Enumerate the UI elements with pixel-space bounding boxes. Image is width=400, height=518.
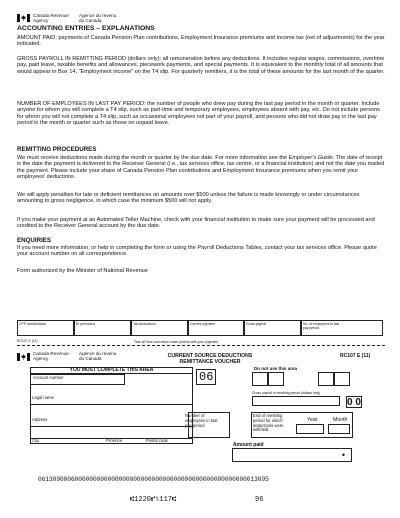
remitting-paragraph-1: We must receive deductions made during the month or quarter by the due date. For more information see the Employer's Guide. The date of receipt is the date the payment is delivered to the Receiver General (i.e., tax services office, tax centre, or a financial institution) and not the date you mailed the payment. Please include your share of Canada Pension Plan contributions and Employment Insurance premiums when you remit your employees' deductions. bbox=[17, 155, 385, 180]
enquiries-text: If you need more information, or help in completing the form or using the Payroll Deductions Tables, contact your tax services office. Please quote your account number on all correspondence. bbox=[17, 245, 377, 258]
address-line[interactable] bbox=[30, 426, 193, 427]
office-use-box-4 bbox=[334, 372, 350, 386]
voucher-title: CURRENT SOURCE DEDUCTIONS REMITTANCE VOUCHER bbox=[167, 353, 253, 365]
employees-label: Number of employees in last pay period bbox=[185, 413, 218, 428]
office-use-box-1 bbox=[252, 372, 268, 386]
year-field[interactable] bbox=[296, 424, 324, 434]
address-label: Address bbox=[32, 417, 48, 422]
do-not-use-label: Do not use this area bbox=[254, 366, 298, 371]
stub-current-payment-cell[interactable]: Current payment bbox=[188, 320, 244, 336]
tear-line-text: Tear off here and return lower portion with your payment bbox=[134, 340, 219, 344]
voucher-agency-en: Canada Revenue Agency bbox=[33, 351, 69, 361]
voucher-form-id: RC107 E (11) bbox=[340, 353, 371, 359]
micr-number: 96 bbox=[255, 496, 264, 504]
gross-payroll-label: Gross payroll in remitting period (dollars only) bbox=[252, 391, 321, 395]
month-field[interactable] bbox=[328, 424, 350, 434]
tear-line bbox=[17, 345, 385, 346]
enquiries-heading: ENQUIRIES bbox=[17, 237, 52, 244]
voucher-canada-flag-icon bbox=[17, 353, 30, 361]
remitting-heading: REMITTING PROCEDURES bbox=[17, 146, 97, 153]
stub-cpp-cell[interactable]: CPP contributions bbox=[17, 320, 74, 336]
gross-payroll-field[interactable] bbox=[252, 396, 340, 406]
amount-paid-field[interactable]: • bbox=[232, 448, 352, 462]
canada-flag-icon bbox=[17, 14, 30, 22]
account-number-field[interactable]: Account number bbox=[30, 374, 125, 385]
authorization-note: Form authorized by the Minister of National Revenue bbox=[17, 268, 148, 274]
remitting-paragraph-2: We will apply penalties for late or deficient remittances on amounts over $500 unless the failure is made knowingly or under circumstances amounting to gross negligence, in which case the minimum $500 will not apply. bbox=[17, 192, 360, 205]
agency-name-fr: Agence du revenu du Canada bbox=[79, 13, 117, 23]
province-label: Province bbox=[106, 438, 123, 443]
office-use-box-3 bbox=[318, 372, 334, 386]
must-complete-heading: YOU MUST COMPLETE THIS AREA bbox=[30, 367, 193, 374]
stub-form-id: RC107 E (11) bbox=[17, 339, 38, 343]
page-title: ACCOUNTING ENTRIES – EXPLANATIONS bbox=[17, 25, 155, 32]
agency-name-en: Canada Revenue Agency bbox=[33, 13, 69, 23]
definition-amount-paid: AMOUNT PAID: payments of Canada Pension Plan contributions, Employment Insurance premiums and income tax (net of adjustments) for the year indicated. bbox=[17, 35, 385, 48]
stub-employees-cell[interactable]: No. of employees in last pay period bbox=[301, 320, 383, 336]
remitting-paragraph-3: If you make your payment at an Automated Teller Machine, check with your financial institution to make sure your payment will be processed and credited to the Receiver General account by the due date. bbox=[17, 217, 375, 230]
year-label: Year bbox=[307, 417, 318, 423]
legal-name-line[interactable] bbox=[30, 404, 193, 405]
postal-code-label: Postal code bbox=[146, 438, 168, 443]
city-label: City bbox=[32, 438, 40, 443]
end-period-label: End of remitting period for which deductions were withheld bbox=[253, 413, 284, 433]
legal-name-label: Legal name bbox=[32, 395, 54, 400]
voucher-agency-fr: Agence du revenu du Canada bbox=[79, 351, 117, 361]
stub-ei-cell[interactable]: EI premiums bbox=[74, 320, 131, 336]
gross-payroll-cents: 0 0 bbox=[347, 397, 361, 408]
definition-number-employees: NUMBER OF EMPLOYEES IN LAST PAY PERIOD: the number of people who drew pay during the last pay period in the month or quarter. Include anyone for whom you will complete a T4 slip, such as part-time and temporary employees, employees absent with pay, etc. Do not include persons for whom you will not complete a T4 slip, such as occasional employees not part of your payroll, and persons who did not draw pay in the last pay period in the month or quarter such as those on unpaid leave. bbox=[17, 101, 380, 126]
definition-gross-payroll: GROSS PAYROLL IN REMITTING PERIOD (dollars only): all remuneration before any deductions. It includes regular wages, commissions, overtime pay, paid leave, taxable benefits and allowances, piecework payments, and special payments. It is equivalent to the monthly total of all amounts that would appear in Box 14, "Employment income" on the T4 slip. For quarterly remitters, it is the total of these amounts for the last month of the quarter. bbox=[17, 56, 385, 75]
stub-gross-payroll-cell[interactable]: Gross payroll bbox=[244, 320, 301, 336]
stub-tax-cell[interactable]: Tax deductions bbox=[131, 320, 188, 336]
amount-paid-label: Amount paid bbox=[233, 442, 264, 448]
office-use-box-2 bbox=[268, 372, 284, 386]
micr-code: ⑆1220⑈⑊117⑆ bbox=[130, 496, 177, 504]
ocr-scanline: 061309000600000000000000000000000000000000000000000000000013095 bbox=[38, 476, 269, 483]
period-code-box: 06 bbox=[196, 369, 216, 385]
month-label: Month bbox=[333, 417, 348, 423]
